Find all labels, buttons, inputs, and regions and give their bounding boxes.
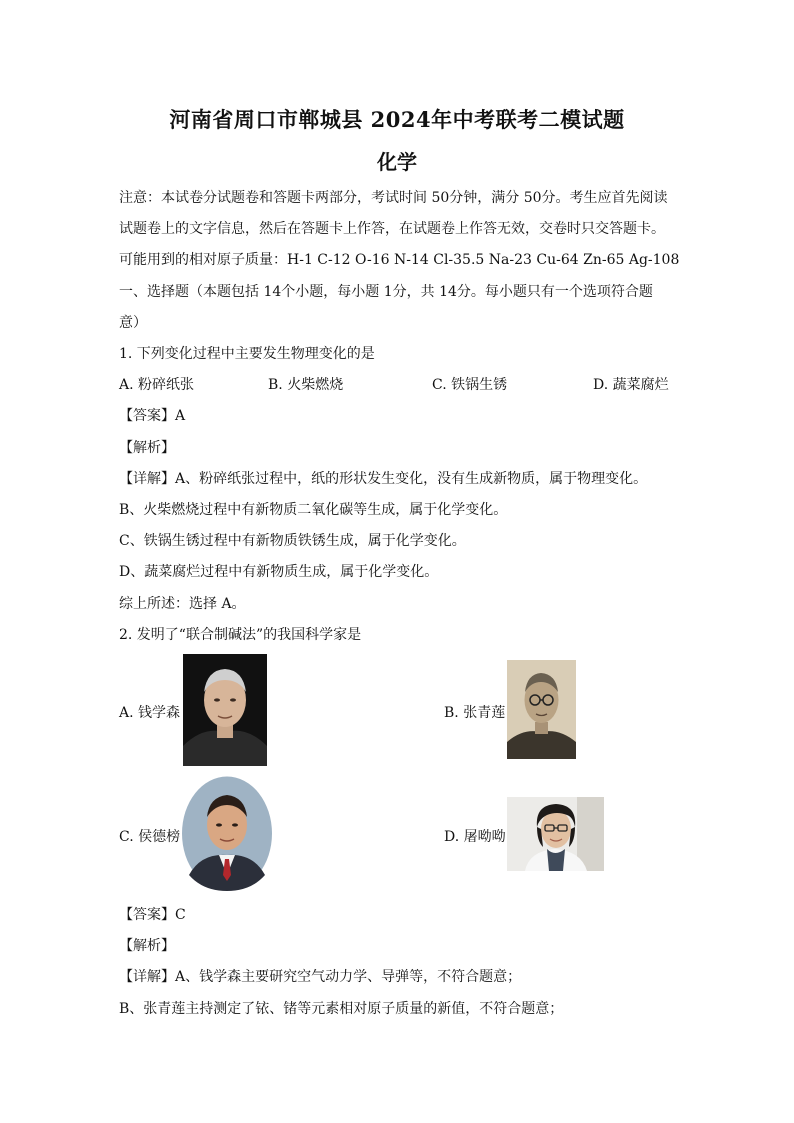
q2-detail-a: 【详解】A、钱学森主要研究空气动力学、导弹等，不符合题意； <box>119 969 522 985</box>
portrait-b-image <box>507 660 576 759</box>
q2-stem: 2. 发明了“联合制碱法”的我国科学家是 <box>119 627 362 643</box>
portrait-d-image <box>507 797 604 871</box>
q2-answer: 【答案】C <box>119 907 186 923</box>
q1-analysis-label: 【解析】 <box>119 440 175 456</box>
q2-option-a: A. 钱学森 <box>119 705 181 721</box>
q1-option-b: B. 火柴燃烧 <box>268 377 344 393</box>
page-title: 河南省周口市郸城县 2024年中考联考二模试题 <box>169 107 625 132</box>
notice-line-2: 试题卷上的文字信息，然后在答题卡上作答，在试题卷上作答无效，交卷时只交答题卡。 <box>119 221 665 237</box>
subject-title: 化学 <box>377 150 417 174</box>
portrait-c-image <box>181 775 273 892</box>
q2-option-c: C. 侯德榜 <box>119 829 181 845</box>
atomic-mass-line: 可能用到的相对原子质量：H-1 C-12 O-16 N-14 Cl-35.5 Na-23 Cu-64 Zn-65 Ag-108 <box>119 252 680 268</box>
q1-option-c: C. 铁锅生锈 <box>432 377 508 393</box>
q1-detail-b: B、火柴燃烧过程中有新物质二氧化碳等生成，属于化学变化。 <box>119 502 508 518</box>
q1-answer: 【答案】A <box>119 408 186 424</box>
q1-summary: 综上所述：选择 A。 <box>119 596 246 612</box>
notice-line-1: 注意：本试卷分试题卷和答题卡两部分，考试时间 50分钟，满分 50分。考生应首先阅读 <box>119 190 668 206</box>
q1-option-a: A. 粉碎纸张 <box>119 377 195 393</box>
q1-option-d: D. 蔬菜腐烂 <box>593 377 669 393</box>
q2-option-d: D. 屠呦呦 <box>444 829 506 845</box>
q1-detail-a: 【详解】A、粉碎纸张过程中，纸的形状发生变化，没有生成新物质，属于物理变化。 <box>119 471 648 487</box>
q2-analysis-label: 【解析】 <box>119 938 175 954</box>
section-heading: 一、选择题（本题包括 14个小题，每小题 1分，共 14分。每小题只有一个选项符合题 <box>119 284 653 300</box>
portrait-a-image <box>183 654 267 766</box>
q2-option-b: B. 张青莲 <box>444 705 506 721</box>
section-heading-cont: 意） <box>119 315 147 331</box>
q1-stem: 1. 下列变化过程中主要发生物理变化的是 <box>119 346 375 362</box>
q1-detail-d: D、蔬菜腐烂过程中有新物质生成，属于化学变化。 <box>119 564 439 580</box>
q1-detail-c: C、铁锅生锈过程中有新物质铁锈生成，属于化学变化。 <box>119 533 466 549</box>
q2-detail-b: B、张青莲主持测定了铱、锗等元素相对原子质量的新值，不符合题意； <box>119 1001 564 1017</box>
